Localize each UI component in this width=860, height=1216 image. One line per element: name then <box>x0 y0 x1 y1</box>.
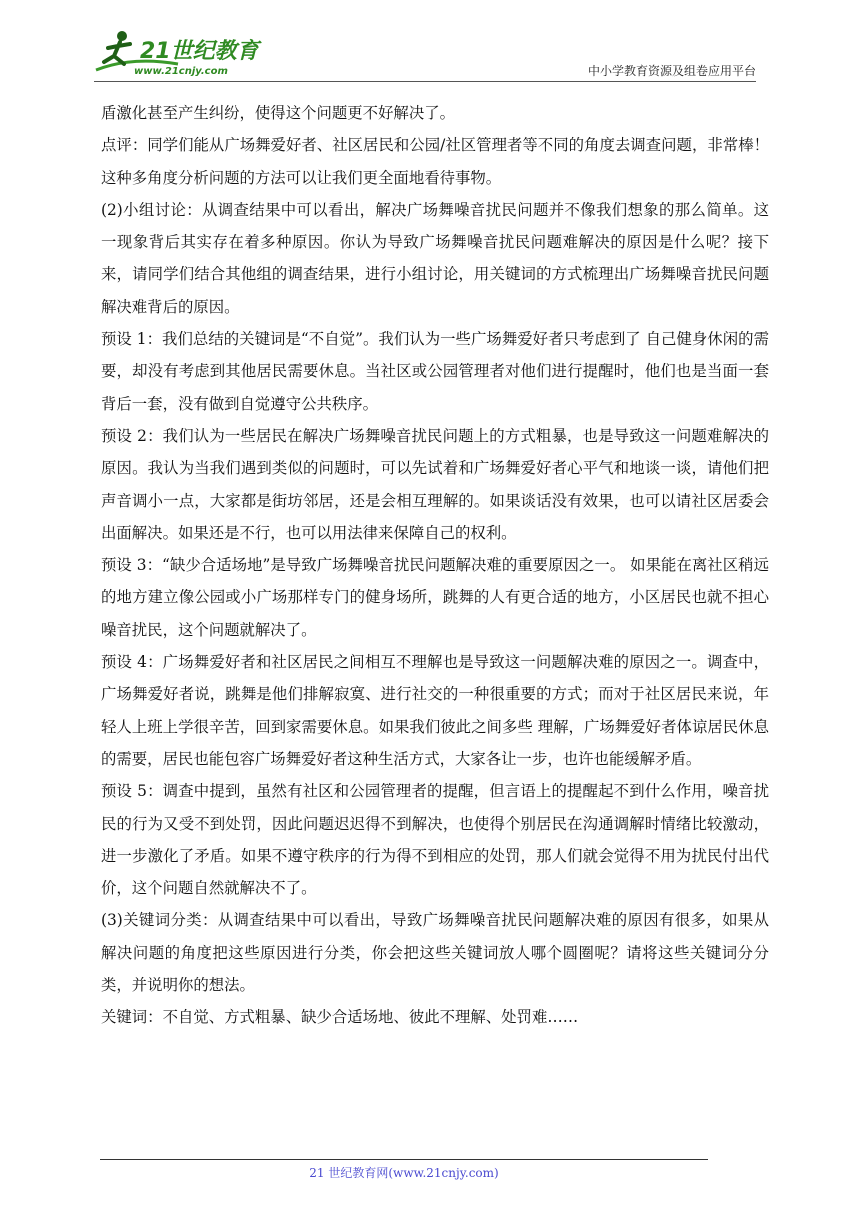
page-footer[interactable]: 21 世纪教育网(www.21cnjy.com) <box>309 1166 499 1180</box>
paragraph: 预设 4：广场舞爱好者和社区居民之间相互不理解也是导致这一问题解决难的原因之一。调查中，广场舞爱好者说，跳舞是他们排解寂寞、进行社交的一种很重要的方式；而对于社区居民来说，年轻人上班上学很辛苦，回到家需要休息。如果我们彼此之间多些 理解，广场舞爱好者体谅居民休息的需要，居民也能包容广场舞爱好者这种生活方式，大家各让一步，也许也能缓解矛盾。 <box>101 653 769 768</box>
paragraph: 预设 1：我们总结的关键词是“不自觉”。我们认为一些广场舞爱好者只考虑到了 自己健身休闲的需要，却没有考虑到其他居民需要休息。当社区或公园管理者对他们进行提醒时，他们也是当面一套背后一套，没有做到自觉遵守公共秩序。 <box>101 330 769 413</box>
site-logo[interactable] <box>92 26 272 86</box>
runner-logo-icon <box>92 26 272 86</box>
paragraph: 关键词：不自觉、方式粗暴、缺少合适场地、彼此不理解、处罚难…… <box>101 1008 579 1027</box>
svg-text:21世纪教育: 21世纪教育 <box>140 39 259 64</box>
footer-divider <box>100 1159 708 1160</box>
header-divider <box>94 81 756 82</box>
platform-title: 中小学教育资源及组卷应用平台 <box>587 64 756 78</box>
page-header <box>0 0 860 90</box>
paragraph: (2)小组讨论：从调查结果中可以看出，解决广场舞噪音扰民问题并不像我们想象的那么简单。这一现象背后其实存在着多种原因。你认为导致广场舞噪音扰民问题难解决的原因是什么呢？接下来，请同学们结合其他组的调查结果，进行小组讨论，用关键词的方式梳理出广场舞噪音扰民问题解决难背后的原因。 <box>101 200 769 316</box>
paragraph: 盾激化甚至产生纠纷，使得这个问题更不好解决了。 <box>101 104 455 122</box>
document-body <box>101 97 769 1034</box>
paragraph: 预设 5：调查中提到，虽然有社区和公园管理者的提醒，但言语上的提醒起不到什么作用，噪音扰民的行为又受不到处罚，因此问题迟迟得不到解决，也使得个别居民在沟通调解时情绪比较激动，进一步激化了矛盾。如果不遵守秩序的行为得不到相应的处罚，那人们就会觉得不用为扰民付出代价，这个问题自然就解决不了。 <box>101 782 769 898</box>
paragraph: 预设 2：我们认为一些居民在解决广场舞噪音扰民问题上的方式粗暴，也是导致这一问题难解决的原因。我认为当我们遇到类似的问题时，可以先试着和广场舞爱好者心平气和地谈一谈，请他们把声音调小一点，大家都是街坊邻居，还是会相互理解的。如果谈话没有效果，也可以请社区居委会出面解决。如果还是不行，也可以用法律来保障自己的权利。 <box>101 426 769 542</box>
paragraph: 点评：同学们能从广场舞爱好者、社区居民和公园/社区管理者等不同的角度去调查问题，非常棒！这种多角度分析问题的方法可以让我们更全面地看待事物。 <box>101 136 769 187</box>
svg-text:www.21cnjy.com: www.21cnjy.com <box>134 66 228 77</box>
paragraph: 预设 3：“缺少合适场地”是导致广场舞噪音扰民问题解决难的重要原因之一。 如果能在离社区稍远的地方建立像公园或小广场那样专门的健身场所，跳舞的人有更合适的地方，小区居民也就不担心噪音扰民，这个问题就解决了。 <box>101 556 769 639</box>
paragraph: (3)关键词分类：从调查结果中可以看出，导致广场舞噪音扰民问题解决难的原因有很多，如果从解决问题的角度把这些原因进行分类，你会把这些关键词放人哪个圆圈呢？请将这些关键词分分类，并说明你的想法。 <box>101 911 769 995</box>
